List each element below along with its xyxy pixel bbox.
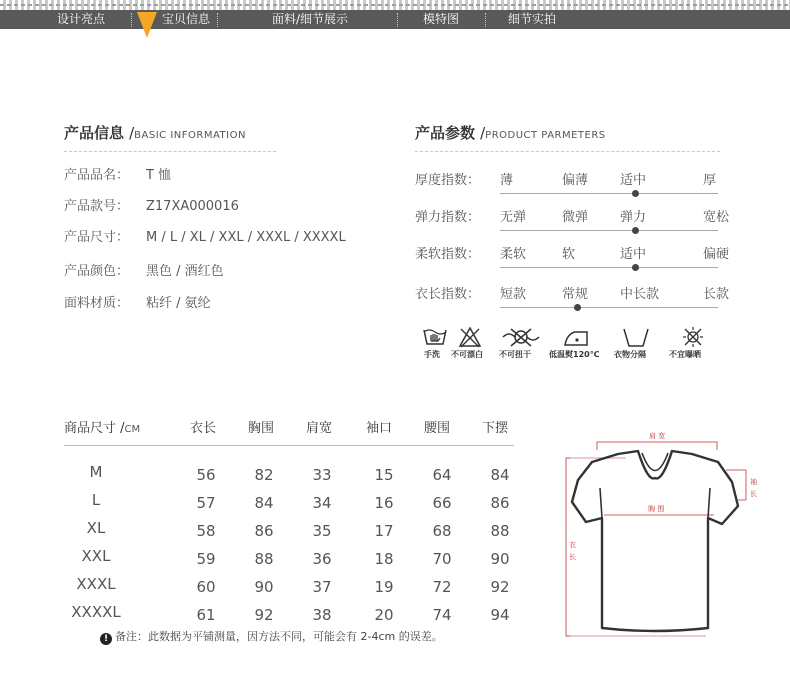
info-value: Z17XA000016	[146, 199, 239, 214]
size-cell: 37	[312, 578, 332, 596]
sleeve-label-top: 袖	[750, 478, 757, 486]
nav-divider	[131, 13, 132, 27]
size-cell: 86	[490, 494, 510, 512]
info-label: 产品尺寸：	[64, 230, 130, 245]
basic-info-title: 产品信息	[64, 124, 125, 142]
size-cell: 72	[432, 578, 452, 596]
nav-divider	[217, 13, 218, 27]
care-label-wash-separately: 衣物分隔	[614, 350, 646, 359]
size-cell: 70	[432, 550, 452, 568]
t-shirt-collar	[642, 453, 668, 471]
param-selected-marker	[632, 227, 639, 234]
param-selected-marker	[632, 190, 639, 197]
measurement-diagram	[556, 418, 788, 640]
col-header-chest: 胸围	[248, 421, 275, 436]
param-option: 无弹	[500, 210, 527, 225]
nav-divider	[485, 13, 486, 27]
length-label-bottom: 长	[569, 553, 576, 561]
size-cell: 61	[196, 606, 216, 624]
size-label: L	[91, 491, 101, 509]
size-cell: 64	[432, 466, 452, 484]
param-option: 偏硬	[703, 247, 730, 262]
size-cell: 82	[254, 466, 274, 484]
info-row-style-no	[64, 198, 239, 216]
param-option: 偏薄	[562, 173, 589, 188]
care-label-no-sun-dry: 不宜曝晒	[669, 350, 701, 359]
info-row-name	[64, 167, 171, 185]
size-table-divider	[64, 445, 514, 446]
size-cell: 90	[490, 550, 510, 568]
params-heading	[415, 122, 606, 142]
warning-icon: !	[100, 633, 112, 645]
basic-info-heading	[64, 122, 246, 142]
size-table-unit: CM	[124, 424, 141, 435]
param-scale-line	[500, 267, 718, 268]
param-option: 柔软	[500, 247, 527, 262]
col-header-length: 衣长	[190, 421, 217, 436]
size-cell: 88	[254, 550, 274, 568]
top-nav	[0, 10, 790, 29]
no-wring-icon	[501, 326, 541, 348]
wash-separately-icon	[621, 326, 651, 348]
care-label-low-iron: 低温熨120℃	[549, 350, 600, 359]
param-option: 微弹	[562, 210, 589, 225]
size-cell: 57	[196, 494, 216, 512]
param-option: 中长款	[620, 287, 660, 302]
nav-item-design[interactable]: 设计亮点	[57, 12, 106, 26]
info-label: 产品款号：	[64, 199, 130, 214]
param-option: 常规	[562, 287, 589, 302]
col-header-cuff: 袖口	[366, 421, 393, 436]
size-cell: 15	[374, 466, 394, 484]
size-cell: 35	[312, 522, 332, 540]
hand-wash-icon	[422, 326, 448, 348]
active-nav-marker	[137, 12, 157, 38]
param-label: 柔软指数：	[415, 247, 481, 262]
care-label-no-wring: 不可扭干	[499, 350, 531, 359]
info-row-sizes	[64, 229, 346, 247]
param-option: 宽松	[703, 210, 730, 225]
info-value: 黑色 / 酒红色	[146, 264, 224, 279]
chest-label: 胸 围	[648, 505, 665, 513]
param-scale-line	[500, 307, 718, 308]
size-label: XXXXL	[71, 603, 121, 621]
size-label: XXXL	[76, 575, 116, 593]
param-option: 适中	[620, 173, 647, 188]
no-sun-dry-icon	[681, 326, 705, 348]
size-cell: 16	[374, 494, 394, 512]
size-cell: 92	[490, 578, 510, 596]
nav-item-fabric[interactable]: 面料/细节展示	[272, 12, 349, 26]
low-iron-icon	[561, 326, 591, 348]
size-cell: 60	[196, 578, 216, 596]
param-option: 软	[562, 247, 576, 262]
size-cell: 19	[374, 578, 394, 596]
shoulder-measure-line	[597, 442, 717, 450]
size-cell: 18	[374, 550, 394, 568]
size-cell: 68	[432, 522, 452, 540]
size-label: XL	[86, 519, 106, 537]
nav-divider	[397, 13, 398, 27]
nav-decor-strip	[0, 0, 790, 10]
param-option: 厚	[703, 173, 717, 188]
col-header-shoulder: 肩宽	[306, 421, 333, 436]
size-cell: 66	[432, 494, 452, 512]
info-label: 面料材质：	[64, 296, 130, 311]
size-cell: 86	[254, 522, 274, 540]
param-option: 短款	[500, 287, 527, 302]
col-header-hem: 下摆	[482, 421, 509, 436]
info-value: M / L / XL / XXL / XXXL / XXXXL	[146, 230, 346, 245]
size-cell: 36	[312, 550, 332, 568]
param-option: 弹力	[620, 210, 647, 225]
params-slash: /	[480, 124, 486, 142]
info-row-material	[64, 295, 211, 313]
param-label: 弹力指数：	[415, 210, 481, 225]
divider	[415, 151, 720, 152]
size-cell: 74	[432, 606, 452, 624]
col-header-waist: 腰围	[424, 421, 451, 436]
basic-info-slash: /	[129, 124, 135, 142]
length-label-top: 衣	[569, 541, 576, 549]
param-selected-marker	[632, 264, 639, 271]
no-bleach-icon	[457, 326, 483, 348]
param-option: 薄	[500, 173, 514, 188]
size-cell: 59	[196, 550, 216, 568]
param-scale-line	[500, 230, 718, 231]
param-label: 衣长指数：	[415, 287, 481, 302]
t-shirt-outline	[572, 451, 738, 631]
size-cell: 56	[196, 466, 216, 484]
care-label-no-bleach: 不可漂白	[451, 350, 483, 359]
size-cell: 17	[374, 522, 394, 540]
info-row-colors	[64, 263, 224, 281]
sleeve-label-bottom: 长	[750, 490, 757, 498]
size-cell: 58	[196, 522, 216, 540]
size-table-label: 商品尺寸 /	[64, 421, 125, 436]
params-title-en: PRODUCT PARMETERS	[485, 130, 606, 141]
size-cell: 38	[312, 606, 332, 624]
param-option: 长款	[703, 287, 730, 302]
nav-item-detail[interactable]: 细节实拍	[508, 12, 557, 26]
param-label: 厚度指数：	[415, 173, 481, 188]
param-option: 适中	[620, 247, 647, 262]
size-cell: 94	[490, 606, 510, 624]
size-cell: 90	[254, 578, 274, 596]
size-cell: 20	[374, 606, 394, 624]
size-cell: 88	[490, 522, 510, 540]
basic-info-title-en: BASIC INFORMATION	[134, 130, 246, 141]
size-cell: 92	[254, 606, 274, 624]
info-label: 产品品名：	[64, 168, 130, 183]
nav-item-model[interactable]: 模特图	[423, 12, 460, 26]
info-value: T 恤	[146, 168, 172, 183]
param-scale-line	[500, 193, 718, 194]
size-label: XXL	[81, 547, 111, 565]
size-cell: 84	[254, 494, 274, 512]
shoulder-label: 肩 宽	[649, 432, 666, 440]
t-shirt-armhole	[600, 488, 710, 518]
size-note-text: 备注：此数据为平铺测量，因方法不同，可能会有 2-4cm 的误差。	[115, 630, 443, 643]
care-label-hand-wash: 手洗	[424, 350, 440, 359]
size-cell: 84	[490, 466, 510, 484]
divider	[64, 151, 276, 152]
size-table-title	[64, 420, 140, 438]
info-value: 粘纤 / 氨纶	[146, 296, 211, 311]
size-label: M	[89, 463, 103, 481]
size-note	[100, 629, 443, 645]
info-label: 产品颜色：	[64, 264, 130, 279]
size-cell: 34	[312, 494, 332, 512]
params-title: 产品参数	[415, 124, 476, 142]
param-selected-marker	[574, 304, 581, 311]
nav-item-product-info[interactable]: 宝贝信息	[162, 12, 211, 26]
size-cell: 33	[312, 466, 332, 484]
